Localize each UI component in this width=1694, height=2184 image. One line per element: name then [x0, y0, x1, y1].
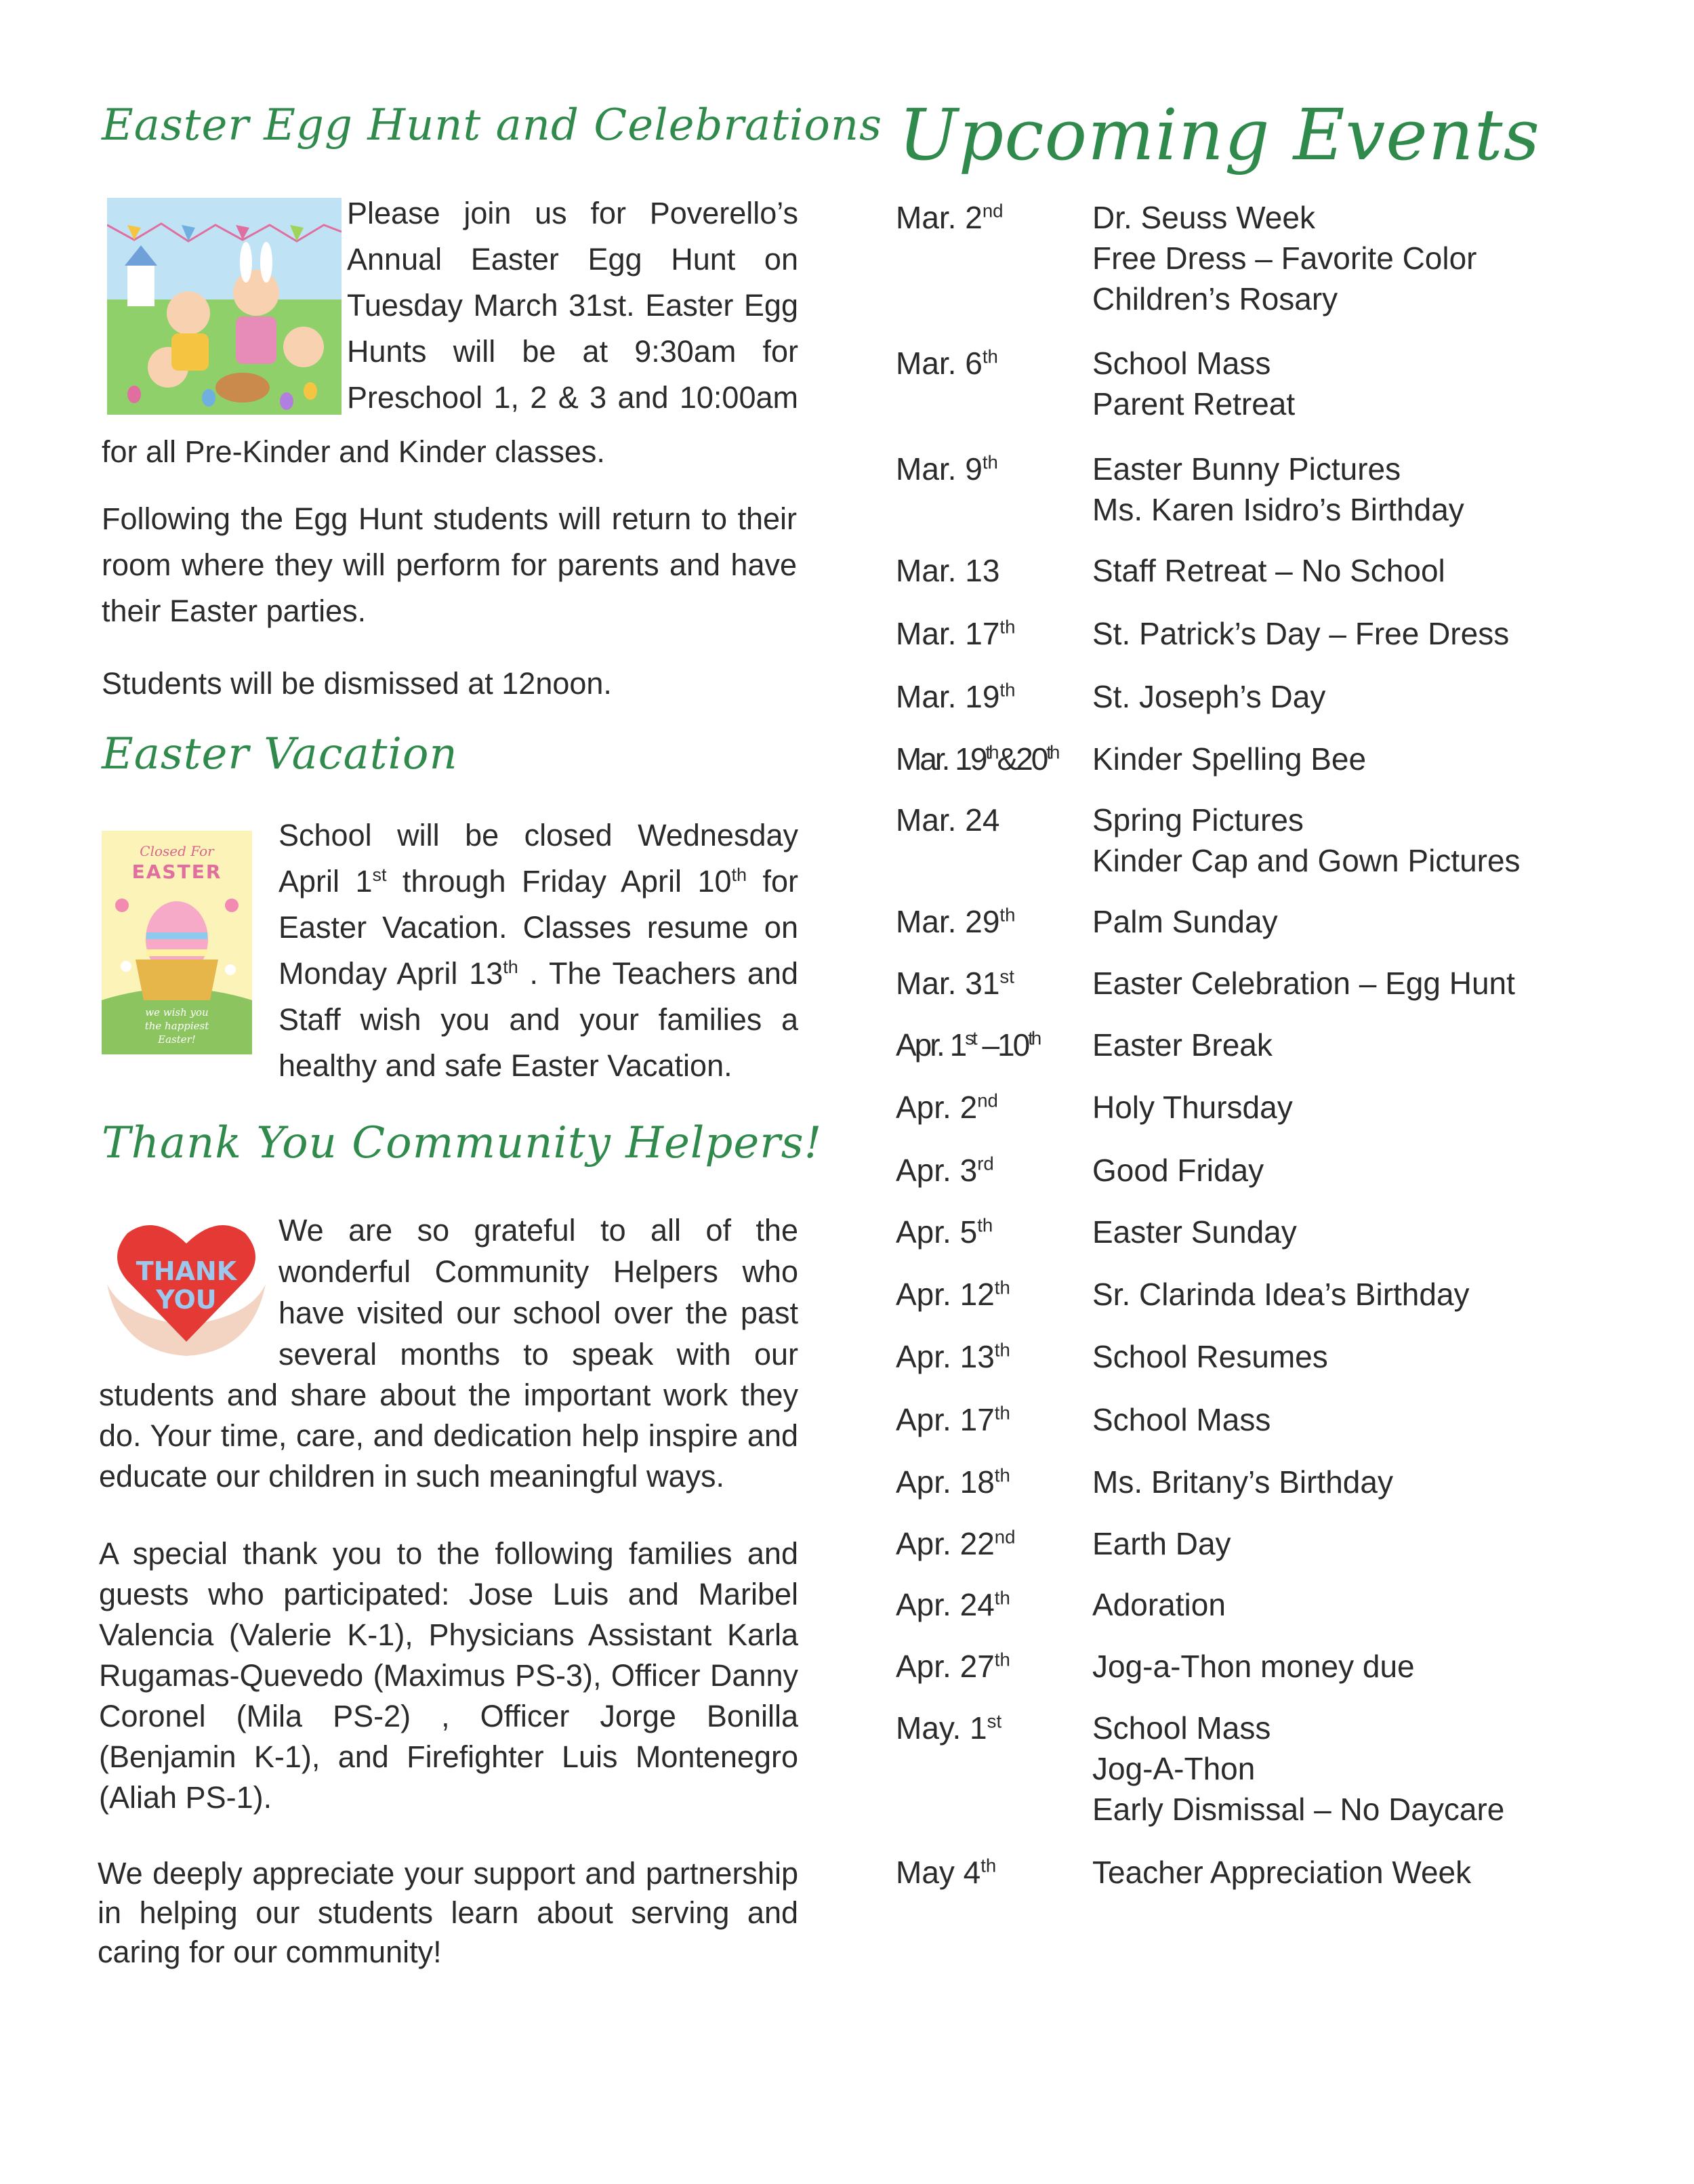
- event-description: St. Patrick’s Day – Free Dress: [1092, 616, 1510, 651]
- event-date: May 4th: [896, 1855, 997, 1890]
- event-date: Apr. 5th: [896, 1214, 993, 1250]
- event-date: Mar. 2nd: [896, 200, 1004, 235]
- thank-you-heart-image: [100, 1203, 272, 1363]
- thank-you-intro: [278, 1210, 798, 1375]
- easter-vacation-heading: Easter Vacation: [102, 729, 458, 779]
- easter-hunt-line: Hunts will be at 9:30am for: [347, 334, 798, 369]
- closed-for-easter-image: [102, 831, 252, 1054]
- event-description: School Mass Jog-A-Thon Early Dismissal – No Daycare: [1092, 1710, 1505, 1827]
- event-date: Mar. 19th&20th: [896, 741, 1058, 777]
- event-description: Palm Sunday: [1092, 904, 1278, 939]
- event-date: Apr. 27th: [896, 1649, 1010, 1684]
- easter-hunt-para3: Students will be dismissed at 12noon.: [102, 666, 612, 701]
- event-description: Easter Celebration – Egg Hunt: [1092, 966, 1515, 1001]
- event-date: Apr. 1st –10th: [896, 1027, 1040, 1063]
- thank-you-heading: Thank You Community Helpers!: [102, 1118, 823, 1168]
- event-date: Apr. 17th: [896, 1402, 1010, 1437]
- thank-you-line: wonderful Community Helpers who: [278, 1254, 798, 1289]
- event-date: Apr. 12th: [896, 1277, 1010, 1312]
- card-big-text: EASTER: [131, 861, 222, 883]
- event-description: Holy Thursday: [1092, 1090, 1293, 1125]
- thank-you-para2: A special thank you to the following families and guests who participated: Jose Luis and Maribel Valencia (Valerie K-1), Physicians Assistant Karla Rugamas-Quevedo (Maximus PS-3), Officer Danny Coronel (Mila PS-2) , Officer Jorge Bonilla (Benjamin K-1), and Firefighter Luis Montenegro (Aliah PS-1).: [99, 1536, 798, 1815]
- event-date: Mar. 9th: [896, 451, 998, 487]
- event-description: Sr. Clarinda Idea’s Birthday: [1092, 1277, 1470, 1312]
- easter-hunt-heading: Easter Egg Hunt and Celebrations: [102, 100, 882, 150]
- event-date: Apr. 24th: [896, 1587, 1010, 1622]
- event-date: May. 1st: [896, 1710, 1002, 1746]
- event-date: Apr. 3rd: [896, 1153, 994, 1188]
- easter-hunt-line: Preschool 1, 2 & 3 and 10:00am: [347, 380, 798, 415]
- thank-you-line: have visited our school over the past: [278, 1296, 798, 1330]
- thank-you-para3: We deeply appreciate your support and partnership in helping our students learn about serving and caring for our community!: [98, 1856, 798, 1969]
- event-date: Mar. 17th: [896, 616, 1016, 651]
- event-description: School Mass: [1092, 1402, 1271, 1437]
- event-description: Teacher Appreciation Week: [1092, 1855, 1472, 1890]
- easter-hunt-line: Tuesday March 31st. Easter Egg: [347, 288, 798, 323]
- event-date: Apr. 22nd: [896, 1526, 1016, 1561]
- event-description: Dr. Seuss Week Free Dress – Favorite Color Children’s Rosary: [1092, 200, 1477, 316]
- event-date: Mar. 24: [896, 802, 1000, 838]
- event-date: Apr. 18th: [896, 1464, 1010, 1500]
- thank-you-line: several months to speak with our: [278, 1337, 798, 1372]
- event-description: Adoration: [1092, 1587, 1226, 1622]
- easter-egg-hunt-image: [107, 198, 342, 415]
- event-description: Easter Sunday: [1092, 1214, 1297, 1250]
- thank-you-line: We are so grateful to all of the: [278, 1213, 798, 1248]
- easter-hunt-line: Please join us for Poverello’s: [347, 196, 798, 230]
- easter-hunt-line: Annual Easter Egg Hunt on: [347, 242, 798, 276]
- event-description: Good Friday: [1092, 1153, 1264, 1188]
- easter-hunt-tail: for all Pre-Kinder and Kinder classes.: [102, 434, 605, 469]
- easter-vacation-text: School will be closed Wednesday April 1st through Friday April 10th for Easter Vacation. Classes resume on Monday April 13th . The Teachers and Staff wish you and your families a healthy and safe Easter Vacation.: [278, 818, 798, 1083]
- events-heading: Upcoming Events: [898, 94, 1540, 176]
- easter-hunt-intro: [347, 190, 798, 421]
- card-wish-text: we wish you the happiest Easter!: [144, 1006, 209, 1046]
- heart-text: THANK YOU: [136, 1256, 237, 1315]
- event-date: Apr. 2nd: [896, 1090, 998, 1125]
- event-description: Jog-a-Thon money due: [1092, 1649, 1415, 1684]
- event-date: Mar. 29th: [896, 904, 1016, 939]
- event-description: School Mass Parent Retreat: [1092, 346, 1296, 421]
- event-description: Staff Retreat – No School: [1092, 553, 1445, 588]
- event-date: Mar. 31st: [896, 966, 1014, 1001]
- event-description: Spring Pictures Kinder Cap and Gown Pictures: [1092, 802, 1521, 878]
- event-description: Kinder Spelling Bee: [1092, 741, 1367, 777]
- event-description: Ms. Britany’s Birthday: [1092, 1464, 1393, 1500]
- thank-you-rest: students and share about the important work they do. Your time, care, and dedication help inspire and educate our children in such meaningful ways.: [99, 1378, 798, 1493]
- event-date: Mar. 6th: [896, 346, 998, 381]
- event-description: School Resumes: [1092, 1339, 1328, 1374]
- card-title-text: Closed For: [140, 843, 214, 859]
- easter-hunt-para2: Following the Egg Hunt students will return to their room where they will perform for parents and have their Easter parties.: [102, 501, 797, 628]
- event-date: Apr. 13th: [896, 1339, 1010, 1374]
- event-description: Easter Break: [1092, 1027, 1273, 1063]
- event-description: St. Joseph’s Day: [1092, 679, 1326, 714]
- event-description: Earth Day: [1092, 1526, 1231, 1561]
- event-date: Mar. 19th: [896, 679, 1016, 714]
- event-date: Mar. 13: [896, 553, 1000, 588]
- event-description: Easter Bunny Pictures Ms. Karen Isidro’s Birthday: [1092, 451, 1464, 527]
